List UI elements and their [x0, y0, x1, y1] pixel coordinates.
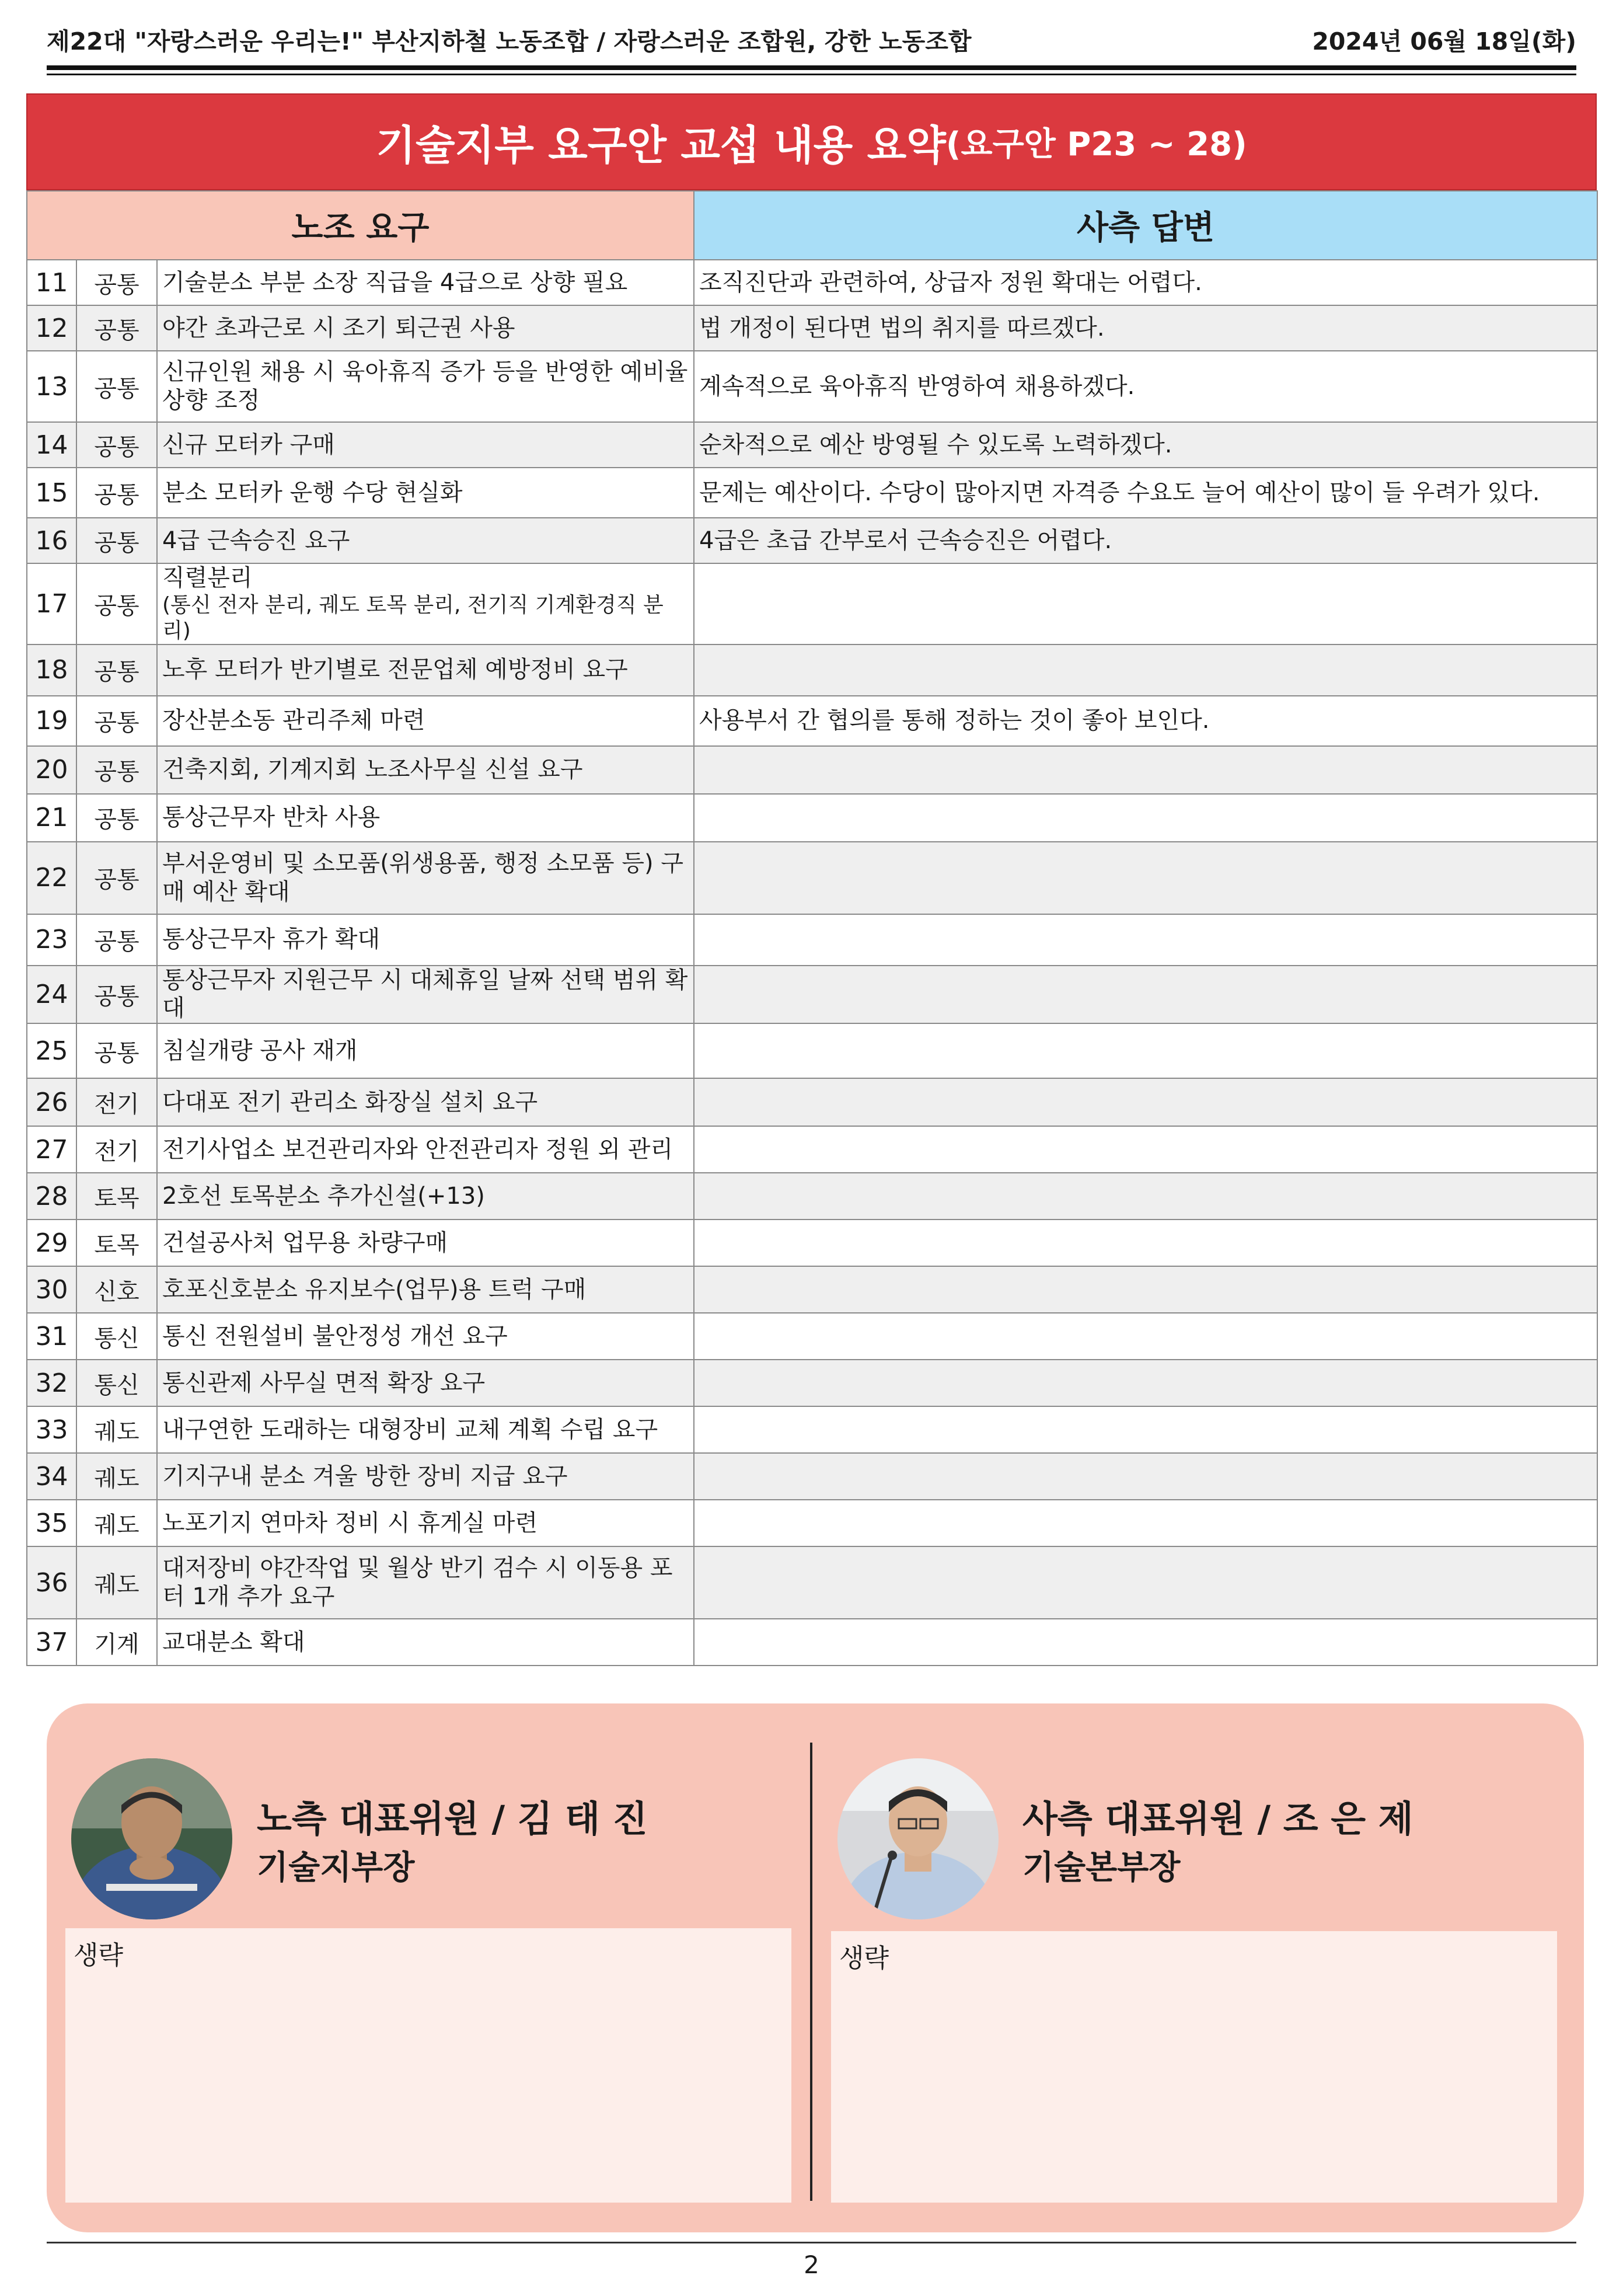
union-demand-cell [157, 518, 694, 563]
union-demand-detail: (통신 전자 분리, 궤도 토목 분리, 전기직 기계환경직 분리) [162, 593, 664, 643]
page-number: 2 [804, 2250, 819, 2279]
union-demand-cell [157, 696, 694, 746]
union-demand-text: 대저장비 야간작업 및 월상 반기 검수 시 이동용 포터 1개 추가 요구 [162, 1555, 673, 1611]
row-number: 33 [27, 1406, 76, 1453]
row-number: 31 [27, 1313, 76, 1360]
company-answer-cell: 계속적으로 육아휴직 반영하여 채용하겠다. [694, 351, 1597, 422]
table-row [27, 468, 1597, 518]
union-demand-text: 기술분소 부분 소장 직급을 4급으로 상향 필요 [162, 269, 628, 296]
company-answer-cell [694, 1313, 1597, 1360]
row-number: 14 [27, 422, 76, 468]
union-demand-cell [157, 914, 694, 966]
negotiation-table [26, 190, 1598, 1666]
company-answer-cell [694, 1078, 1597, 1126]
union-demand-text: 노후 모터가 반기별로 전문업체 예방정비 요구 [162, 656, 628, 684]
company-answer-cell [694, 966, 1597, 1024]
union-demand-cell [157, 1546, 694, 1619]
table-body [27, 260, 1597, 1666]
union-demand-text: 부서운영비 및 소모품(위생용품, 행정 소모품 등) 구매 예산 확대 [162, 849, 684, 905]
row-number: 34 [27, 1453, 76, 1500]
row-number: 21 [27, 794, 76, 842]
table-row [27, 746, 1597, 794]
table-row [27, 1078, 1597, 1126]
row-number: 28 [27, 1173, 76, 1220]
company-notes-text: 생략 [839, 1943, 889, 1973]
company-answer-cell [694, 746, 1597, 794]
company-representative-title: 사측 대표위원 / 조 은 제 [1022, 1797, 1413, 1840]
company-answer-cell [694, 1126, 1597, 1173]
row-number: 19 [27, 696, 76, 746]
row-category: 공통 [76, 351, 157, 422]
union-demand-text: 기지구내 분소 겨울 방한 장비 지급 요구 [162, 1462, 568, 1490]
union-demand-cell [157, 1500, 694, 1546]
header-organization: 제22대 "자랑스러운 우리는!" 부산지하철 노동조합 / 자랑스러운 조합원, 강한 노동조합 [47, 27, 972, 55]
union-demand-text: 통상근무자 지원근무 시 대체휴일 날짜 선택 범위 확대 [162, 966, 688, 1022]
company-answer-cell [694, 1173, 1597, 1220]
row-number: 15 [27, 468, 76, 518]
table-row [27, 1023, 1597, 1078]
row-category: 통신 [76, 1313, 157, 1360]
union-demand-cell [157, 351, 694, 422]
row-category: 신호 [76, 1266, 157, 1313]
row-number: 18 [27, 644, 76, 696]
row-number: 17 [27, 563, 76, 644]
row-category: 공통 [76, 563, 157, 644]
row-number: 13 [27, 351, 76, 422]
row-category: 공통 [76, 696, 157, 746]
union-demand-cell [157, 1406, 694, 1453]
row-number: 26 [27, 1078, 76, 1126]
table-title-bar [26, 93, 1597, 190]
row-category: 토목 [76, 1173, 157, 1220]
table-title: 기술지부 요구안 교섭 내용 요약 [376, 121, 946, 169]
union-demand-cell [157, 1126, 694, 1173]
company-answer-cell [694, 644, 1597, 696]
row-category: 궤도 [76, 1546, 157, 1619]
row-category: 공통 [76, 966, 157, 1024]
row-category: 공통 [76, 842, 157, 914]
union-demand-cell [157, 644, 694, 696]
company-answer-cell: 순차적으로 예산 방영될 수 있도록 노력하겠다. [694, 422, 1597, 468]
union-demand-text: 건축지회, 기계지회 노조사무실 신설 요구 [162, 756, 583, 783]
table-row [27, 914, 1597, 966]
union-demand-cell [157, 746, 694, 794]
union-demand-text: 4급 근속승진 요구 [162, 527, 350, 554]
union-demand-cell [157, 1173, 694, 1220]
company-answer-cell: 사용부서 간 협의를 통해 정하는 것이 좋아 보인다. [694, 696, 1597, 746]
table-row [27, 1500, 1597, 1546]
row-category: 전기 [76, 1078, 157, 1126]
union-demand-text: 교대분소 확대 [162, 1628, 305, 1656]
union-demand-cell [157, 1453, 694, 1500]
union-demand-cell [157, 260, 694, 305]
table-row [27, 1360, 1597, 1406]
union-demand-text: 분소 모터카 운행 수당 현실화 [162, 479, 463, 506]
row-category: 공통 [76, 260, 157, 305]
table-row [27, 305, 1597, 351]
header-rule-thin [47, 74, 1576, 75]
company-answer-cell [694, 794, 1597, 842]
union-demand-text: 2호선 토목분소 추가신설(+13) [162, 1182, 485, 1210]
row-number: 12 [27, 305, 76, 351]
row-category: 공통 [76, 305, 157, 351]
union-demand-cell [157, 563, 694, 644]
negotiation-table-section [26, 93, 1597, 1666]
page-header [47, 13, 1576, 65]
union-demand-cell [157, 468, 694, 518]
company-answer-cell [694, 1546, 1597, 1619]
union-notes-box [65, 1928, 791, 2203]
company-answer-cell: 조직진단과 관련하여, 상급자 정원 확대는 어렵다. [694, 260, 1597, 305]
company-answer-cell [694, 563, 1597, 644]
union-demand-text: 호포신호분소 유지보수(업무)용 트럭 구매 [162, 1276, 587, 1303]
table-row [27, 1126, 1597, 1173]
row-category: 궤도 [76, 1500, 157, 1546]
row-category: 공통 [76, 644, 157, 696]
company-answer-cell [694, 1500, 1597, 1546]
union-demand-cell [157, 842, 694, 914]
table-row [27, 1546, 1597, 1619]
table-row [27, 1266, 1597, 1313]
row-category: 공통 [76, 914, 157, 966]
union-demand-text: 내구연한 도래하는 대형장비 교체 계획 수립 요구 [162, 1416, 658, 1443]
union-demand-text: 통상근무자 반차 사용 [162, 804, 381, 831]
row-category: 공통 [76, 1023, 157, 1078]
union-demand-text: 야간 초과근로 시 조기 퇴근권 사용 [162, 314, 515, 342]
company-answer-cell [694, 1406, 1597, 1453]
union-demand-cell [157, 1078, 694, 1126]
table-row [27, 351, 1597, 422]
company-answer-cell [694, 1360, 1597, 1406]
union-representative-photo [71, 1758, 232, 1919]
company-answer-cell: 4급은 초급 간부로서 근속승진은 어렵다. [694, 518, 1597, 563]
row-number: 29 [27, 1220, 76, 1266]
company-representative-role: 기술본부장 [1022, 1849, 1181, 1887]
row-number: 37 [27, 1619, 76, 1666]
row-number: 35 [27, 1500, 76, 1546]
row-number: 25 [27, 1023, 76, 1078]
union-demand-cell [157, 1220, 694, 1266]
union-demand-text: 통신관제 사무실 면적 확장 요구 [162, 1369, 486, 1396]
company-answer-cell [694, 914, 1597, 966]
table-row [27, 1406, 1597, 1453]
company-answer-cell [694, 1266, 1597, 1313]
union-demand-text: 통상근무자 휴가 확대 [162, 926, 381, 953]
table-row [27, 966, 1597, 1024]
union-demand-cell [157, 1266, 694, 1313]
row-category: 공통 [76, 518, 157, 563]
table-title-range: (요구안 P23 ~ 28) [945, 126, 1247, 163]
union-demand-text: 통신 전원설비 불안정성 개선 요구 [162, 1322, 508, 1350]
company-answer-cell [694, 1220, 1597, 1266]
row-category: 궤도 [76, 1406, 157, 1453]
table-row [27, 696, 1597, 746]
row-category: 공통 [76, 468, 157, 518]
union-demand-cell [157, 1360, 694, 1406]
row-number: 22 [27, 842, 76, 914]
row-category: 통신 [76, 1360, 157, 1406]
table-row [27, 518, 1597, 563]
union-demand-text: 신규 모터카 구매 [162, 431, 335, 458]
table-row [27, 794, 1597, 842]
union-demand-cell [157, 1619, 694, 1666]
company-notes-box [831, 1931, 1557, 2203]
table-row [27, 644, 1597, 696]
company-answer-cell [694, 1619, 1597, 1666]
header-rule [47, 65, 1576, 70]
row-category: 공통 [76, 794, 157, 842]
union-demand-text: 건설공사처 업무용 차량구매 [162, 1229, 448, 1256]
union-demand-text: 다대포 전기 관리소 화장실 설치 요구 [162, 1088, 538, 1116]
row-category: 궤도 [76, 1453, 157, 1500]
table-row [27, 422, 1597, 468]
company-answer-cell [694, 842, 1597, 914]
union-demand-cell [157, 966, 694, 1024]
row-number: 11 [27, 260, 76, 305]
company-answer-cell: 법 개정이 된다면 법의 취지를 따르겠다. [694, 305, 1597, 351]
header-date: 2024년 06월 18일(화) [1312, 27, 1576, 55]
footer-rule [47, 2242, 1576, 2243]
row-number: 24 [27, 966, 76, 1024]
union-demand-cell [157, 794, 694, 842]
union-demand-text: 직렬분리 [162, 565, 253, 591]
table-row [27, 1173, 1597, 1220]
panel-divider [810, 1743, 812, 2201]
company-answer-header: 사측 답변 [694, 191, 1597, 260]
union-demand-cell [157, 305, 694, 351]
union-demand-cell [157, 1313, 694, 1360]
row-number: 32 [27, 1360, 76, 1406]
company-representative-photo [837, 1758, 999, 1919]
union-demand-text: 침실개량 공사 재개 [162, 1037, 358, 1064]
union-demand-header: 노조 요구 [27, 191, 694, 260]
company-answer-cell: 문제는 예산이다. 수당이 많아지면 자격증 수요도 늘어 예산이 많이 들 우려가 있다. [694, 468, 1597, 518]
table-row [27, 1453, 1597, 1500]
union-representative-title: 노측 대표위원 / 김 태 진 [257, 1797, 648, 1840]
row-number: 27 [27, 1126, 76, 1173]
row-category: 기계 [76, 1619, 157, 1666]
union-demand-text: 노포기지 연마차 정비 시 휴게실 마련 [162, 1509, 538, 1537]
row-number: 16 [27, 518, 76, 563]
table-row [27, 260, 1597, 305]
row-number: 30 [27, 1266, 76, 1313]
union-demand-text: 장산분소동 관리주체 마련 [162, 707, 425, 734]
row-category: 토목 [76, 1220, 157, 1266]
union-demand-text: 전기사업소 보건관리자와 안전관리자 정원 외 관리 [162, 1135, 673, 1163]
union-demand-cell [157, 422, 694, 468]
table-row [27, 842, 1597, 914]
row-category: 전기 [76, 1126, 157, 1173]
union-notes-text: 생략 [74, 1940, 124, 1970]
union-representative-role: 기술지부장 [257, 1849, 415, 1887]
row-category: 공통 [76, 422, 157, 468]
row-number: 36 [27, 1546, 76, 1619]
table-row [27, 1220, 1597, 1266]
union-demand-cell [157, 1023, 694, 1078]
row-number: 20 [27, 746, 76, 794]
row-number: 23 [27, 914, 76, 966]
table-row [27, 1619, 1597, 1666]
company-answer-cell [694, 1453, 1597, 1500]
table-row [27, 1313, 1597, 1360]
table-row [27, 563, 1597, 644]
row-category: 공통 [76, 746, 157, 794]
union-demand-text: 신규인원 채용 시 육아휴직 증가 등을 반영한 예비율 상향 조정 [162, 358, 688, 414]
company-answer-cell [694, 1023, 1597, 1078]
